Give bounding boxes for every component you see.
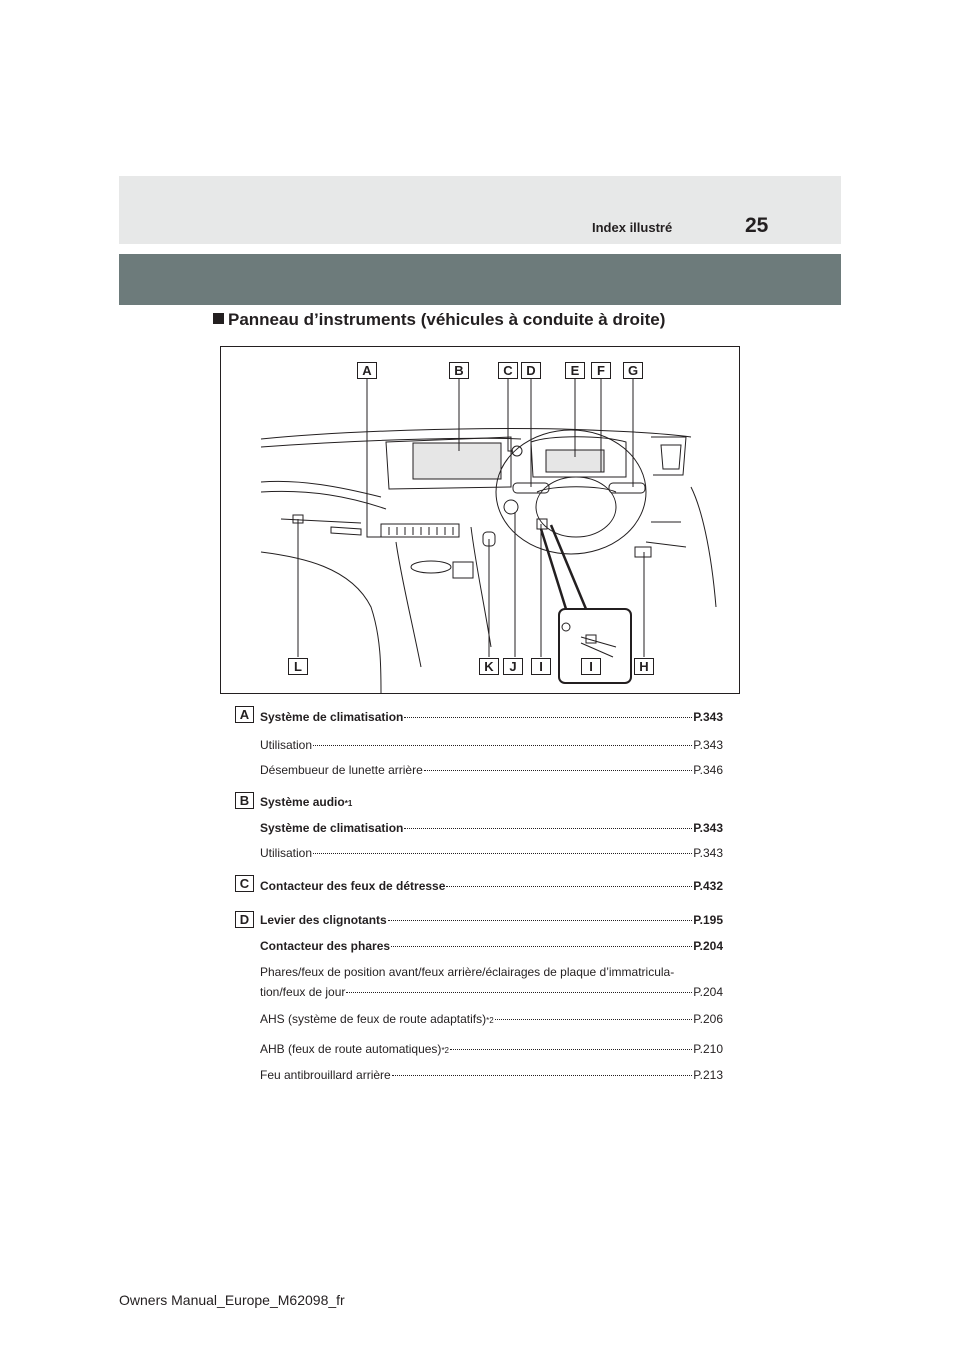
entry-key-d: D: [235, 911, 254, 928]
entry-row: AHB (feux de route automatiques) *2 P.210: [260, 1042, 723, 1056]
heading-text: Panneau d’instruments (véhicules à conduite à droite): [228, 310, 666, 329]
header-band: [119, 176, 841, 244]
entry-key-c: C: [235, 875, 254, 892]
figure-label-g: G: [623, 362, 643, 379]
figure-label-l: L: [288, 658, 308, 675]
figure-label-j: J: [503, 658, 523, 675]
figure-label-a: A: [357, 362, 377, 379]
figure-label-c: C: [498, 362, 518, 379]
figure-label-k: K: [479, 658, 499, 675]
figure-label-h: H: [634, 658, 654, 675]
entry-row: Feu antibrouillard arrière P.213: [260, 1068, 723, 1082]
figure-label-f: F: [591, 362, 611, 379]
entry-row: Contacteur des feux de détresse P.432: [260, 879, 723, 893]
page-number: 25: [745, 214, 769, 237]
entry-key-b: B: [235, 792, 254, 809]
entry-key-a: A: [235, 706, 254, 723]
figure-label-d: D: [521, 362, 541, 379]
dashboard-drawing: [221, 347, 739, 693]
entry-row: Système de climatisation P.343: [260, 821, 723, 835]
square-bullet-icon: [213, 313, 224, 324]
entry-row: Utilisation P.343: [260, 738, 723, 752]
figure-label-e: E: [565, 362, 585, 379]
entry-row: Système de climatisation P.343: [260, 710, 723, 724]
entry-row: Contacteur des phares P.204: [260, 939, 723, 953]
entry-row: AHS (système de feux de route adaptatifs) *2 P.206: [260, 1012, 723, 1026]
section-title: Index illustré: [592, 220, 673, 235]
figure-label-i: I: [531, 658, 551, 675]
figure-label-b: B: [449, 362, 469, 379]
page-footer: Owners Manual_Europe_M62098_fr: [119, 1292, 345, 1308]
entry-row: Système audio *1: [260, 795, 353, 809]
entry-text-line: Phares/feux de position avant/feux arrière/éclairages de plaque d’immatricula-: [260, 965, 675, 979]
section-heading: [213, 310, 665, 330]
figure-label-i-inset: I: [581, 658, 601, 675]
entry-row: Désembueur de lunette arrière P.346: [260, 763, 723, 777]
entry-row: tion/feux de jour P.204: [260, 985, 723, 999]
header-dark-band: [119, 254, 841, 305]
dashboard-illustration: [220, 346, 740, 694]
entry-row: Levier des clignotants P.195: [260, 913, 723, 927]
entry-row: Utilisation P.343: [260, 846, 723, 860]
